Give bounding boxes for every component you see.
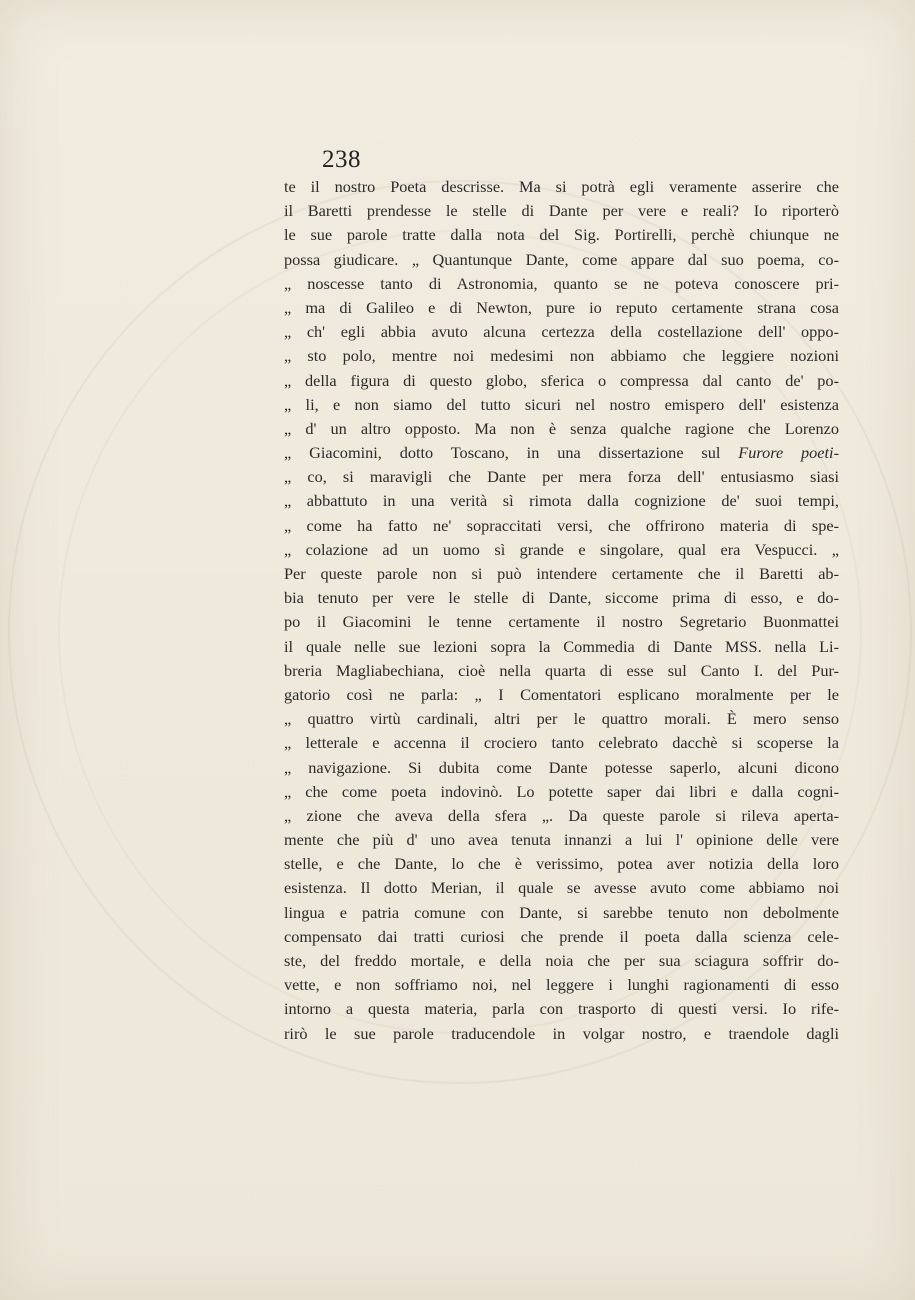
text-line: „ che come poeta indovinò. Lo potette saper dai libri e dalla cogni- — [284, 781, 839, 801]
text-line: po il Giacomini le tenne certamente il nostro Segretario Buonmattei — [284, 612, 839, 632]
text-line: intorno a questa materia, parla con trasporto di questi versi. Io rife- — [284, 999, 839, 1019]
text-line: lingua e patria comune con Dante, si sarebbe tenuto non debolmente — [284, 902, 839, 922]
text-line: „ ch' egli abbia avuto alcuna certezza della costellazione dell' oppo- — [284, 322, 839, 342]
text-line: „ d' un altro opposto. Ma non è senza qualche ragione che Lorenzo — [284, 418, 839, 438]
body-text — [284, 175, 839, 1046]
text-line: possa giudicare. „ Quantunque Dante, come appare dal suo poema, co- — [284, 249, 839, 269]
text-line: ste, del freddo mortale, e della noia che per sua sciagura soffrir do- — [284, 951, 839, 970]
text-line: „ Giacomini, dotto Toscano, in una dissertazione sul Furore poeti- — [284, 443, 839, 463]
text-line: il quale nelle sue lezioni sopra la Commedia di Dante MSS. nella Li- — [284, 636, 839, 656]
page-number: 238 — [322, 146, 361, 173]
text-line: „ quattro virtù cardinali, altri per le quattro morali. È mero senso — [284, 709, 839, 729]
text-line: „ come ha fatto ne' sopraccitati versi, che offrirono materia di spe- — [284, 515, 839, 535]
text-line: „ ma di Galileo e di Newton, pure io reputo certamente strana cosa — [284, 297, 839, 317]
text-line: il Baretti prendesse le stelle di Dante per vere e reali? Io riporterò — [284, 201, 839, 221]
text-line: esistenza. Il dotto Merian, il quale se avesse avuto come abbiamo noi — [284, 878, 839, 898]
text-line: breria Magliabechiana, cioè nella quarta di esse sul Canto I. del Pur- — [284, 660, 839, 680]
text-line: mente che più d' uno avea tenuta innanzi a lui l' opinione delle vere — [284, 830, 839, 850]
text-line: „ letterale e accenna il crociero tanto celebrato dacchè si scoperse la — [284, 733, 839, 753]
text-line: „ li, e non siamo del tutto sicuri nel nostro emispero dell' esistenza — [284, 394, 839, 414]
text-line: „ della figura di questo globo, sferica o compressa dal canto de' po- — [284, 370, 839, 390]
text-line: rirò le sue parole traducendole in volgar nostro, e traendole dagli — [284, 1023, 839, 1043]
italic-title: Furore poeti- — [738, 443, 839, 463]
text-line: „ colazione ad un uomo sì grande e singolare, qual era Vespucci. „ — [284, 539, 839, 559]
text-line: „ sto polo, mentre noi medesimi non abbiamo che leggiere nozioni — [284, 346, 839, 366]
text-line: „ navigazione. Si dubita come Dante potesse saperlo, alcuni dicono — [284, 757, 839, 777]
text-line: gatorio così ne parla: „ I Comentatori esplicano moralmente per le — [284, 684, 839, 704]
text-line: „ abbattuto in una verità sì rimota dalla cognizione de' suoi tempi, — [284, 491, 839, 511]
text-line: te il nostro Poeta descrisse. Ma si potrà egli veramente asserire che — [284, 177, 839, 196]
text-line: vette, e non soffriamo noi, nel leggere i lunghi ragionamenti di esso — [284, 975, 839, 995]
text-line: Per queste parole non si può intendere certamente che il Baretti ab- — [284, 564, 839, 583]
text-line: le sue parole tratte dalla nota del Sig. Portirelli, perchè chiunque ne — [284, 225, 839, 245]
text-line: „ noscesse tanto di Astronomia, quanto se ne poteva conoscere pri- — [284, 273, 839, 293]
text-line: bia tenuto per vere le stelle di Dante, siccome prima di esso, e do- — [284, 588, 839, 608]
text-line: stelle, e che Dante, lo che è verissimo, potea aver notizia della loro — [284, 854, 839, 874]
text-line: compensato dai tratti curiosi che prende il poeta dalla scienza cele- — [284, 926, 839, 946]
text-line: „ zione che aveva della sfera „. Da queste parole si rileva aperta- — [284, 805, 839, 825]
text-line: „ co, si maravigli che Dante per mera forza dell' entusiasmo siasi — [284, 467, 839, 487]
